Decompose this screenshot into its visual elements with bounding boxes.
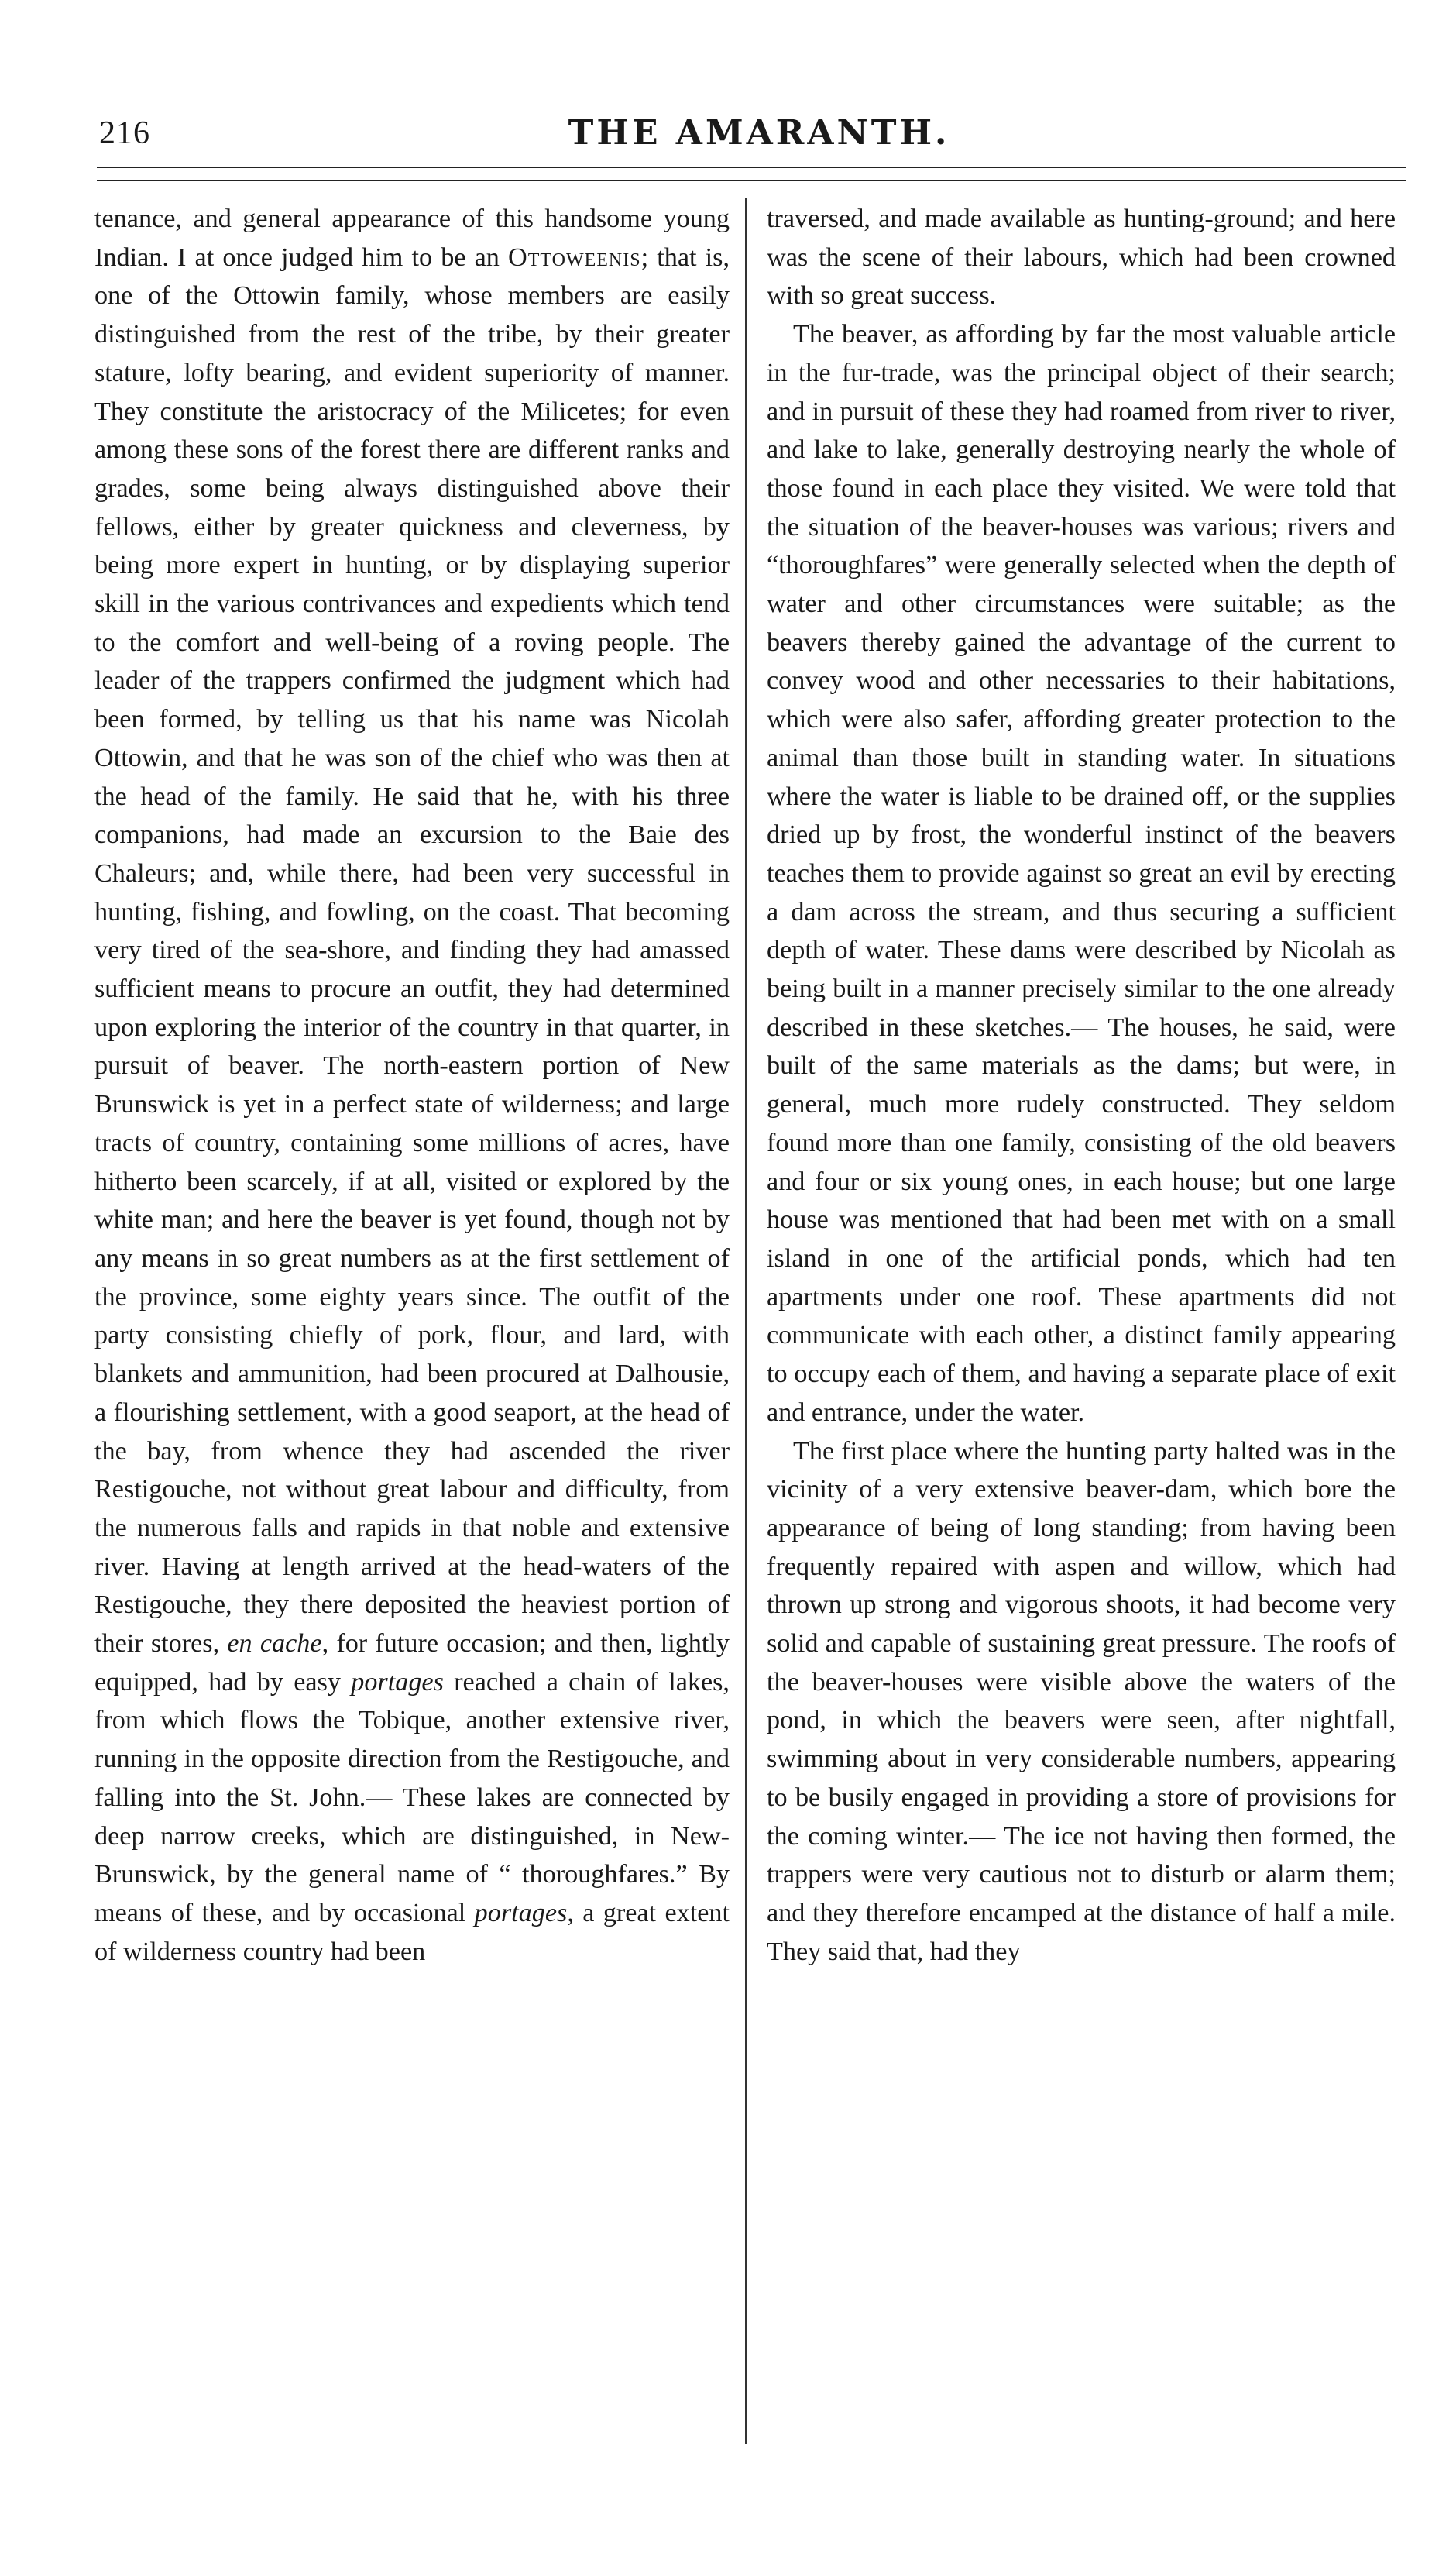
text-run-italic: en cache — [227, 1629, 322, 1659]
column-divider — [745, 198, 747, 2444]
text-run-small-caps: Ottoweenis — [508, 242, 641, 272]
header-rule — [97, 167, 1406, 168]
text-run: , a great extent of wilderness country had been — [94, 1898, 730, 1966]
running-title: THE AMARANTH. — [568, 113, 950, 153]
text-run: reached a chain of lakes, from which flows the Tobique, another extensive river, running in the opposite direction from the Restigouche, and falling into the St. John.— These lakes are connected by deep narrow creeks, which are distinguished, in New-Brunswick, by the general name of “ thoroughfares.” By means of these, and by occasional — [94, 1667, 730, 1927]
paragraph: The beaver, as affording by far the most valuable article in the fur-trade, was the principal object of their search; and in pursuit of these they had roamed from river to river, and lake to lake, generally destroying nearly the whole of those found in each place they visited. We were told that the situation of the beaver-houses was various; rivers and “thoroughfares” were generally selected when the depth of water and other circumstances were suitable; as the beavers thereby gained the advantage of the current to convey wood and other necessaries to their habitations, which were also safer, affording greater protection to the animal than those built in standing water. In situations where the water is liable to be drained off, or the supplies dried up by frost, the wonderful instinct of the beavers teaches them to provide against so great an evil by erecting a dam across the stream, and thus securing a sufficient depth of water. These dams were described by Nicolah as being built in a manner precisely similar to the one already described in these sketches.— The houses, he said, were built of the same materials as the dams; but were, in general, much more rudely constructed. They seldom found more than one family, consisting of the old beavers and four or six young ones, in each house; but one large house was mentioned that had been met with on a small island in one of the artificial ponds, which had ten apartments under one roof. These apartments did not communicate with each other, a distinct family appearing to occupy each of them, and having a separate place of exit and entrance, under the water. — [767, 320, 1396, 1427]
text-run: ; that is, one of the Ottowin family, whose members are easily distinguished from the rest of the tribe, by their greater stature, lofty bearing, and evident superiority of manner. They constitute the aristocracy of the Milicetes; for even among these sons of the forest there are different ranks and grades, some being always distinguished above their fellows, either by greater quickness and cleverness, by being more expert in hunting, or by displaying superior skill in the various contrivances and expedients which tend to the comfort and well-being of a roving people. The leader of the trappers confirmed the judgment which had been formed, by telling us that his name was Nicolah Ottowin, and that he was son of the chief who was then at the head of the family. He said that he, with his three companions, had made an excursion to the Baie des Chaleurs; and, while there, had been very successful in hunting, fishing, and fowling, on the coast. That becoming very tired of the sea-shore, and finding they had amassed sufficient means to procure an outfit, they had determined upon exploring the interior of the country in that quarter, in pursuit of beaver. The north-eastern portion of New Brunswick is yet in a perfect state of wilderness; and large tracts of country, containing some millions of acres, have hitherto been scarcely, if at all, visited or explored by the white man; and here the beaver is yet found, though not by any means in so great numbers as at the first settlement of the province, some eighty years since. The outfit of the party consisting chiefly of pork, flour, and lard, with blankets and ammunition, had been procured at Dalhousie, a flourishing settlement, with a good seaport, at the head of the bay, from whence they had ascended the river Restigouche, not without great labour and difficulty, from the numerous falls and rapids in that noble and extensive river. Having at length arrived at the head-waters of the Restigouche, they there deposited the heaviest portion of their stores, — [94, 242, 730, 1659]
paragraph — [94, 200, 730, 1971]
text-run-italic: portages — [351, 1667, 444, 1697]
right-column — [767, 200, 1396, 1971]
left-column — [94, 200, 730, 1971]
page-number: 216 — [99, 115, 150, 151]
text-run-italic: portages — [474, 1898, 568, 1927]
text-run: tenance, and general appearance of this handsome young Indian. I at once judged him to be an — [94, 205, 730, 272]
text-run: , for future occasion; and then, lightly equipped, had by easy — [94, 1629, 730, 1697]
page-header — [93, 108, 1425, 155]
paragraph: The first place where the hunting party halted was in the vicinity of a very extensive beaver-dam, which bore the appearance of being of long standing; from having been frequently repaired with aspen and willow, which had thrown up strong and vigorous shoots, it had become very solid and capable of sustaining great pressure. The roofs of the beaver-houses were visible above the waters of the pond, in which the beavers were seen, after nightfall, swimming about in very considerable numbers, appearing to be busily engaged in providing a store of provisions for the coming winter.— The ice not having then formed, the trappers were very cautious not to disturb or alarm them; and they therefore encamped at the distance of half a mile. They said that, had they — [767, 1436, 1396, 1966]
header-rule — [97, 180, 1406, 181]
paragraph: traversed, and made available as hunting-ground; and here was the scene of their labours, which had been crowned with so great success. — [767, 205, 1396, 311]
